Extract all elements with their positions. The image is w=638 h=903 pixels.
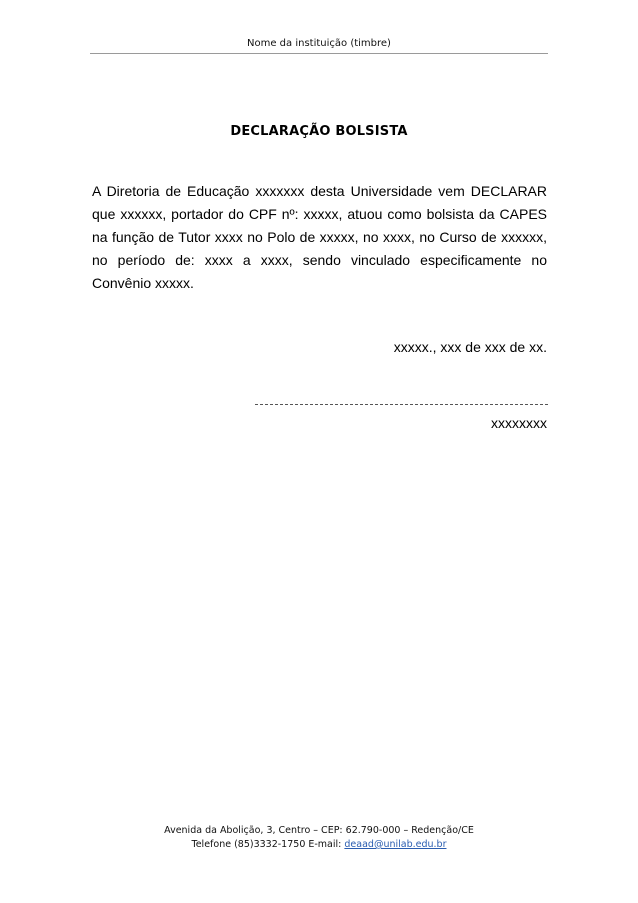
header-divider (90, 53, 548, 54)
declaration-body: A Diretoria de Educação xxxxxxx desta Universidade vem DECLARAR que xxxxxx, portador do CPF nº: xxxxx, atuou como bolsista da CAPES na função de Tutor xxxx no Polo de xxxxx, no xxxx, no Curso de xxxxxx, no período de: xxxx a xxxx, sendo vinculado especificamente no Convênio xxxxx. (92, 183, 547, 291)
signatory-name: xxxxxxxx (491, 415, 547, 431)
footer-address: Avenida da Abolição, 3, Centro – CEP: 62.790-000 – Redenção/CE (164, 825, 474, 836)
place-date: xxxxx., xxx de xxx de xx. (393, 339, 547, 355)
signature-line (255, 404, 548, 405)
footer-contact (0, 838, 638, 852)
footer-email-link[interactable]: deaad@unilab.edu.br (344, 839, 447, 850)
institution-header: Nome da instituição (timbre) (247, 38, 391, 49)
document-title: DECLARAÇÃO BOLSISTA (230, 124, 408, 139)
footer (0, 824, 638, 852)
footer-phone: Telefone (85)3332-1750 E-mail: (191, 839, 345, 850)
